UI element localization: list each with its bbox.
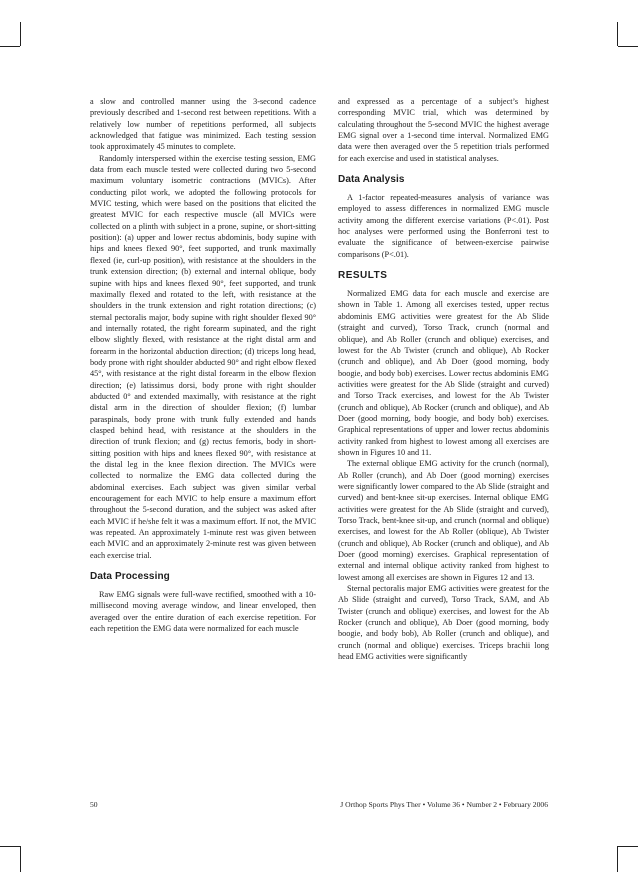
page-number: 50 [90,800,98,809]
section-heading-data-analysis: Data Analysis [338,174,405,186]
paragraph: Raw EMG signals were full-wave rectified, smoothed with a 10-millisecond moving average window, and linear enveloped, then averaged over the entire duration of each exercise repetition. For each repetition the EMG data were normalized for each muscle [90,590,316,634]
paragraph: Randomly interspersed within the exercise testing session, EMG data from each muscle tested were collected during two 5-second maximum voluntary isometric contractions (MVICs). After conducting pilot work, we adopted the following protocols for MVIC testing, which were based on the positions that elicited the greatest MVIC for each respective muscle (all MVICs were collected on a plinth with subject in a prone, supine, or short-sitting position): (a) upper and lower rectus abdominis, body supine with hips and knees flexed 90°, feet supported, and trunk maximally flexed (ie, curl-up position), with resistance at the shoulders in the trunk extension direction; (b) external and internal oblique, body supine with hips and knees flexed 90°, feet supported, and trunk maximally flexed and rotated to the left, with resistance at the shoulders in the trunk extension and right rotation directions; (c) sternal pectoralis major, body supine with right shoulder flexed 90° and internally rotated, the right forearm supinated, and the right elbow slightly flexed, with resistance at the right distal arm and forearm in the horizontal abduction direction; (d) triceps long head, body prone with right shoulder abducted 90° and right elbow flexed 45°, with resistance at the right distal forearm in the elbow flexion direction; (e) latissimus dorsi, body prone with right shoulder abducted 0° and extended maximally, with resistance at the right distal arm in the direction of shoulder flexion; (f) lumbar paraspinals, body prone with trunk fully extended and hands clasped behind head, with resistance at the shoulders in the direction of trunk flexion; and (g) rectus femoris, body in short-sitting position with hips and knees flexed 90°, with resistance at the distal leg in the knee flexion direction. The MVICs were collected to normalize the EMG data collected during the abdominal exercises. Each subject was given similar verbal encouragement for each MVIC to help ensure a maximum effort throughout the 5-second duration, and the subject was asked after each MVIC if he/she felt it was a maximum effort. If not, the MVIC was repeated. An approximately 1-minute rest was given between each MVIC and an approximately 2-minute rest was given between each exercise trial. [90,153,316,560]
left-column [90,96,316,634]
crop-mark-bottom-right-h [618,846,638,847]
crop-mark-top-left-v [20,22,21,46]
crop-mark-bottom-left-v [20,846,21,872]
crop-mark-top-right-h [618,46,638,47]
journal-citation: J Orthop Sports Phys Ther • Volume 36 • Number 2 • February 2006 [340,800,548,809]
paragraph: Normalized EMG data for each muscle and exercise are shown in Table 1. Among all exercises tested, upper rectus abdominis EMG activities were greatest for the Ab Slide (straight and curved), Torso Track, crunch (normal and oblique), and Ab Roller (crunch and oblique) exercises, and lowest for the Ab Twister (crunch and oblique), Ab Rocker (crunch and oblique), and Ab Doer (good morning, body boogie, and body bob) exercises. Lower rectus abdominis EMG activities were greatest for the Ab Slide (straight and curved) and Torso Track exercises, and lowest for the Ab Twister (crunch and oblique), Ab Rocker (crunch and oblique), and Ab Doer (good morning, body boogie, and body bob) exercises. Graphical representations of upper and lower rectus abdominis activity ranked from highest to lowest among all exercises are shown in Figures 10 and 11. [338,289,549,457]
section-heading-data-processing: Data Processing [90,571,170,583]
paragraph: The external oblique EMG activity for the crunch (normal), Ab Roller (crunch), and Ab Doer (good morning) exercises were significantly lower compared to the Ab Slide (straight and curved) and bent-knee sit-up exercises. Internal oblique EMG activities were greatest for the Ab Slide (straight and curved), Torso Track, bent-knee sit-up, and crunch (normal and oblique) exercises, and lowest for the Ab Roller (oblique), Ab Twister (crunch and oblique), Ab Rocker (crunch and oblique), and Ab Doer (good morning) exercises. Graphical representation of external and internal oblique activity ranked from highest to lowest among all exercises are shown in Figures 12 and 13. [338,459,549,582]
crop-mark-top-left-h [0,46,20,47]
paragraph: and expressed as a percentage of a subject’s highest corresponding MVIC trial, which was determined by calculating throughout the 5-second MVIC the highest average EMG signal over a 1-second time interval. Normalized EMG data were then averaged over the 5 repetition trials performed for each exercise and used in statistical analyses. [338,97,549,163]
crop-mark-top-right-v [617,22,618,46]
paragraph: a slow and controlled manner using the 3-second cadence previously described and 1-second rest between repetitions. With a relatively low number of repetitions performed, all subjects acknowledged that fatigue was minimized. Each testing session took approximately 45 minutes to complete. [90,97,316,152]
right-column [338,96,549,662]
section-heading-results: RESULTS [338,270,388,282]
paragraph: A 1-factor repeated-measures analysis of variance was employed to assess differences in normalized EMG muscle activity among the different exercise variations (P<.01). Post hoc analyses were performed using the Bonferroni test to evaluate the significance of between-exercise pairwise comparisons (P<.01). [338,193,549,259]
paragraph: Sternal pectoralis major EMG activities were greatest for the Ab Slide (straight and curved), Torso Track, SAM, and Ab Twister (crunch and oblique) exercises, and lowest for the Ab Rocker (crunch and oblique), Ab Doer (good morning, body boogie, and body bob), Ab Roller (crunch and oblique), and crunch (normal and oblique) exercises. Triceps brachii long head EMG activities were significantly [338,584,549,662]
crop-mark-bottom-left-h [0,846,20,847]
crop-mark-bottom-right-v [617,846,618,872]
